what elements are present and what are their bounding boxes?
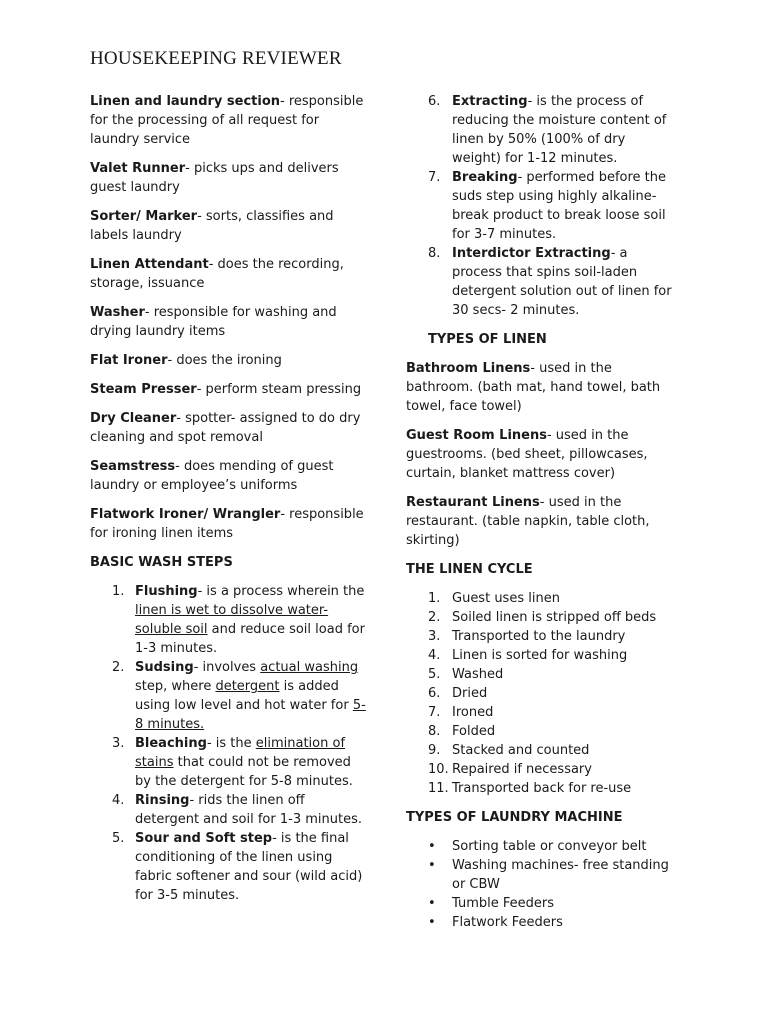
list-item-text: Flatwork Feeders xyxy=(452,915,563,930)
list-item-text: Repaired if necessary xyxy=(452,762,592,777)
list-number: 2. xyxy=(428,610,441,625)
role-entry xyxy=(90,159,368,197)
role-entry xyxy=(90,207,368,245)
role-desc: - perform steam pressing xyxy=(196,382,362,397)
list-number: 6. xyxy=(428,686,441,701)
role-desc: - responsible for the processing of all request for laundry service xyxy=(90,94,364,147)
left-column xyxy=(90,92,368,915)
bullet-icon: • xyxy=(428,858,436,873)
linen-type-term: Guest Room Linens xyxy=(406,428,547,443)
list-item xyxy=(406,244,678,320)
list-number: 2. xyxy=(112,660,125,675)
linen-type-entry xyxy=(406,359,678,416)
role-entry xyxy=(90,380,368,399)
laundry-machines-heading: TYPES OF LAUNDRY MACHINE xyxy=(406,810,623,825)
role-entry xyxy=(90,409,368,447)
list-item xyxy=(406,665,678,684)
step-text: - rids the linen off detergent and soil for 1-3 minutes. xyxy=(135,793,362,827)
linen-type-desc: - used in the bathroom. (bath mat, hand towel, bath towel, face towel) xyxy=(406,361,661,414)
laundry-machines-list xyxy=(406,837,678,932)
list-item xyxy=(406,856,678,894)
role-term: Seamstress xyxy=(90,459,176,474)
step-term: Sour and Soft step xyxy=(135,831,273,846)
list-number: 4. xyxy=(428,648,441,663)
list-number: 8. xyxy=(428,246,441,261)
list-item xyxy=(406,837,678,856)
step-text: - is a process wherein the xyxy=(197,584,365,599)
list-item xyxy=(406,703,678,722)
step-text: and reduce soil load for 1-3 minutes. xyxy=(135,622,365,656)
step-term: Sudsing xyxy=(135,660,194,675)
role-term: Dry Cleaner xyxy=(90,411,177,426)
role-term: Washer xyxy=(90,305,145,320)
step-term: Extracting xyxy=(452,94,528,109)
role-entry xyxy=(90,303,368,341)
list-number: 5. xyxy=(428,667,441,682)
list-item-text: Washed xyxy=(452,667,504,682)
list-item xyxy=(406,589,678,608)
step-text: - is the xyxy=(206,736,256,751)
step-term: Bleaching xyxy=(135,736,207,751)
list-item xyxy=(406,779,678,798)
role-term: Valet Runner xyxy=(90,161,186,176)
list-item-text: Sorting table or conveyor belt xyxy=(452,839,647,854)
role-entry xyxy=(90,255,368,293)
role-term: Linen Attendant xyxy=(90,257,209,272)
list-item-text: Dried xyxy=(452,686,488,701)
role-desc: - spotter- assigned to do dry cleaning and spot removal xyxy=(90,411,361,445)
role-desc: - does mending of guest laundry or employee’s uniforms xyxy=(90,459,334,493)
list-item xyxy=(406,684,678,703)
list-item xyxy=(90,582,368,658)
list-item xyxy=(406,627,678,646)
role-desc: - sorts, classifies and labels laundry xyxy=(90,209,334,243)
page-title: HOUSEKEEPING REVIEWER xyxy=(90,48,342,69)
role-desc: - responsible for ironing linen items xyxy=(90,507,364,541)
role-desc: - does the recording, storage, issuance xyxy=(90,257,344,291)
step-underline: actual washing xyxy=(260,660,359,675)
list-number: 3. xyxy=(428,629,441,644)
wash-steps-list xyxy=(90,582,368,905)
role-entry xyxy=(90,505,368,543)
list-item xyxy=(406,92,678,168)
list-item-text: Stacked and counted xyxy=(452,743,590,758)
step-text: - is the process of reducing the moisture content of linen by 50% (100% of dry weight) for 1-12 minutes. xyxy=(452,94,667,166)
step-text: - performed before the suds step using highly alkaline-break product to break loose soil for 3-7 minutes. xyxy=(452,170,666,242)
linen-type-entry xyxy=(406,426,678,483)
list-item xyxy=(406,760,678,779)
list-item xyxy=(90,829,368,905)
list-item-text: Guest uses linen xyxy=(452,591,560,606)
step-term: Interdictor Extracting xyxy=(452,246,611,261)
linen-type-entry xyxy=(406,493,678,550)
role-term: Linen and laundry section xyxy=(90,94,281,109)
bullet-icon: • xyxy=(428,915,436,930)
list-number: 5. xyxy=(112,831,125,846)
list-number: 11. xyxy=(428,781,449,796)
list-number: 6. xyxy=(428,94,441,109)
list-number: 10. xyxy=(428,762,449,777)
role-entry xyxy=(90,351,368,370)
linen-type-term: Restaurant Linens xyxy=(406,495,540,510)
role-desc: - responsible for washing and drying laundry items xyxy=(90,305,337,339)
list-number: 9. xyxy=(428,743,441,758)
list-item xyxy=(406,741,678,760)
step-text: is added using low level and hot water for xyxy=(135,679,353,713)
list-item-text: Ironed xyxy=(452,705,494,720)
list-number: 3. xyxy=(112,736,125,751)
wash-steps-continued-list xyxy=(406,92,678,320)
step-term: Rinsing xyxy=(135,793,190,808)
linen-type-term: Bathroom Linens xyxy=(406,361,531,376)
list-item xyxy=(90,734,368,791)
role-term: Flat Ironer xyxy=(90,353,168,368)
types-of-linen-heading: TYPES OF LINEN xyxy=(428,332,547,347)
role-desc: - picks ups and delivers guest laundry xyxy=(90,161,339,195)
role-term: Sorter/ Marker xyxy=(90,209,198,224)
list-item-text: Soiled linen is stripped off beds xyxy=(452,610,657,625)
step-text: step, where xyxy=(135,679,216,694)
list-item-text: Washing machines- free standing or CBW xyxy=(452,858,669,892)
list-number: 7. xyxy=(428,705,441,720)
list-item xyxy=(90,658,368,734)
list-item xyxy=(406,608,678,627)
role-term: Steam Presser xyxy=(90,382,197,397)
bullet-icon: • xyxy=(428,839,436,854)
list-number: 1. xyxy=(428,591,441,606)
step-underline: elimination of stains xyxy=(135,736,346,770)
role-entry xyxy=(90,92,368,149)
step-text: - involves xyxy=(193,660,261,675)
linen-cycle-heading: THE LINEN CYCLE xyxy=(406,562,533,577)
step-underline: linen is wet to dissolve water-soluble soil xyxy=(135,603,329,637)
list-item-text: Transported back for re-use xyxy=(452,781,632,796)
bullet-icon: • xyxy=(428,896,436,911)
step-underline: detergent xyxy=(215,679,280,694)
list-number: 1. xyxy=(112,584,125,599)
step-text: that could not be removed by the detergent for 5-8 minutes. xyxy=(135,755,353,789)
list-number: 7. xyxy=(428,170,441,185)
linen-type-desc: - used in the guestrooms. (bed sheet, pillowcases, curtain, blanket mattress cover) xyxy=(406,428,648,481)
list-item-text: Transported to the laundry xyxy=(452,629,626,644)
step-term: Flushing xyxy=(135,584,198,599)
wash-steps-heading: BASIC WASH STEPS xyxy=(90,555,233,570)
right-column xyxy=(406,92,678,932)
list-item-text: Folded xyxy=(452,724,496,739)
list-item xyxy=(406,894,678,913)
list-number: 4. xyxy=(112,793,125,808)
step-underline: 5-8 minutes. xyxy=(135,698,366,732)
linen-type-desc: - used in the restaurant. (table napkin, table cloth, skirting) xyxy=(406,495,650,548)
list-item xyxy=(406,646,678,665)
list-item xyxy=(406,168,678,244)
step-text: - a process that spins soil-laden detergent solution out of linen for 30 secs- 2 minutes. xyxy=(452,246,672,318)
list-item-text: Linen is sorted for washing xyxy=(452,648,628,663)
role-desc: - does the ironing xyxy=(167,353,282,368)
step-text: - is the final conditioning of the linen using fabric softener and sour (wild acid) for 3-5 minutes. xyxy=(135,831,363,903)
list-item-text: Tumble Feeders xyxy=(452,896,554,911)
role-entry xyxy=(90,457,368,495)
list-item xyxy=(406,913,678,932)
list-item xyxy=(90,791,368,829)
step-term: Breaking xyxy=(452,170,518,185)
list-number: 8. xyxy=(428,724,441,739)
list-item xyxy=(406,722,678,741)
linen-cycle-list xyxy=(406,589,678,798)
role-term: Flatwork Ironer/ Wrangler xyxy=(90,507,281,522)
